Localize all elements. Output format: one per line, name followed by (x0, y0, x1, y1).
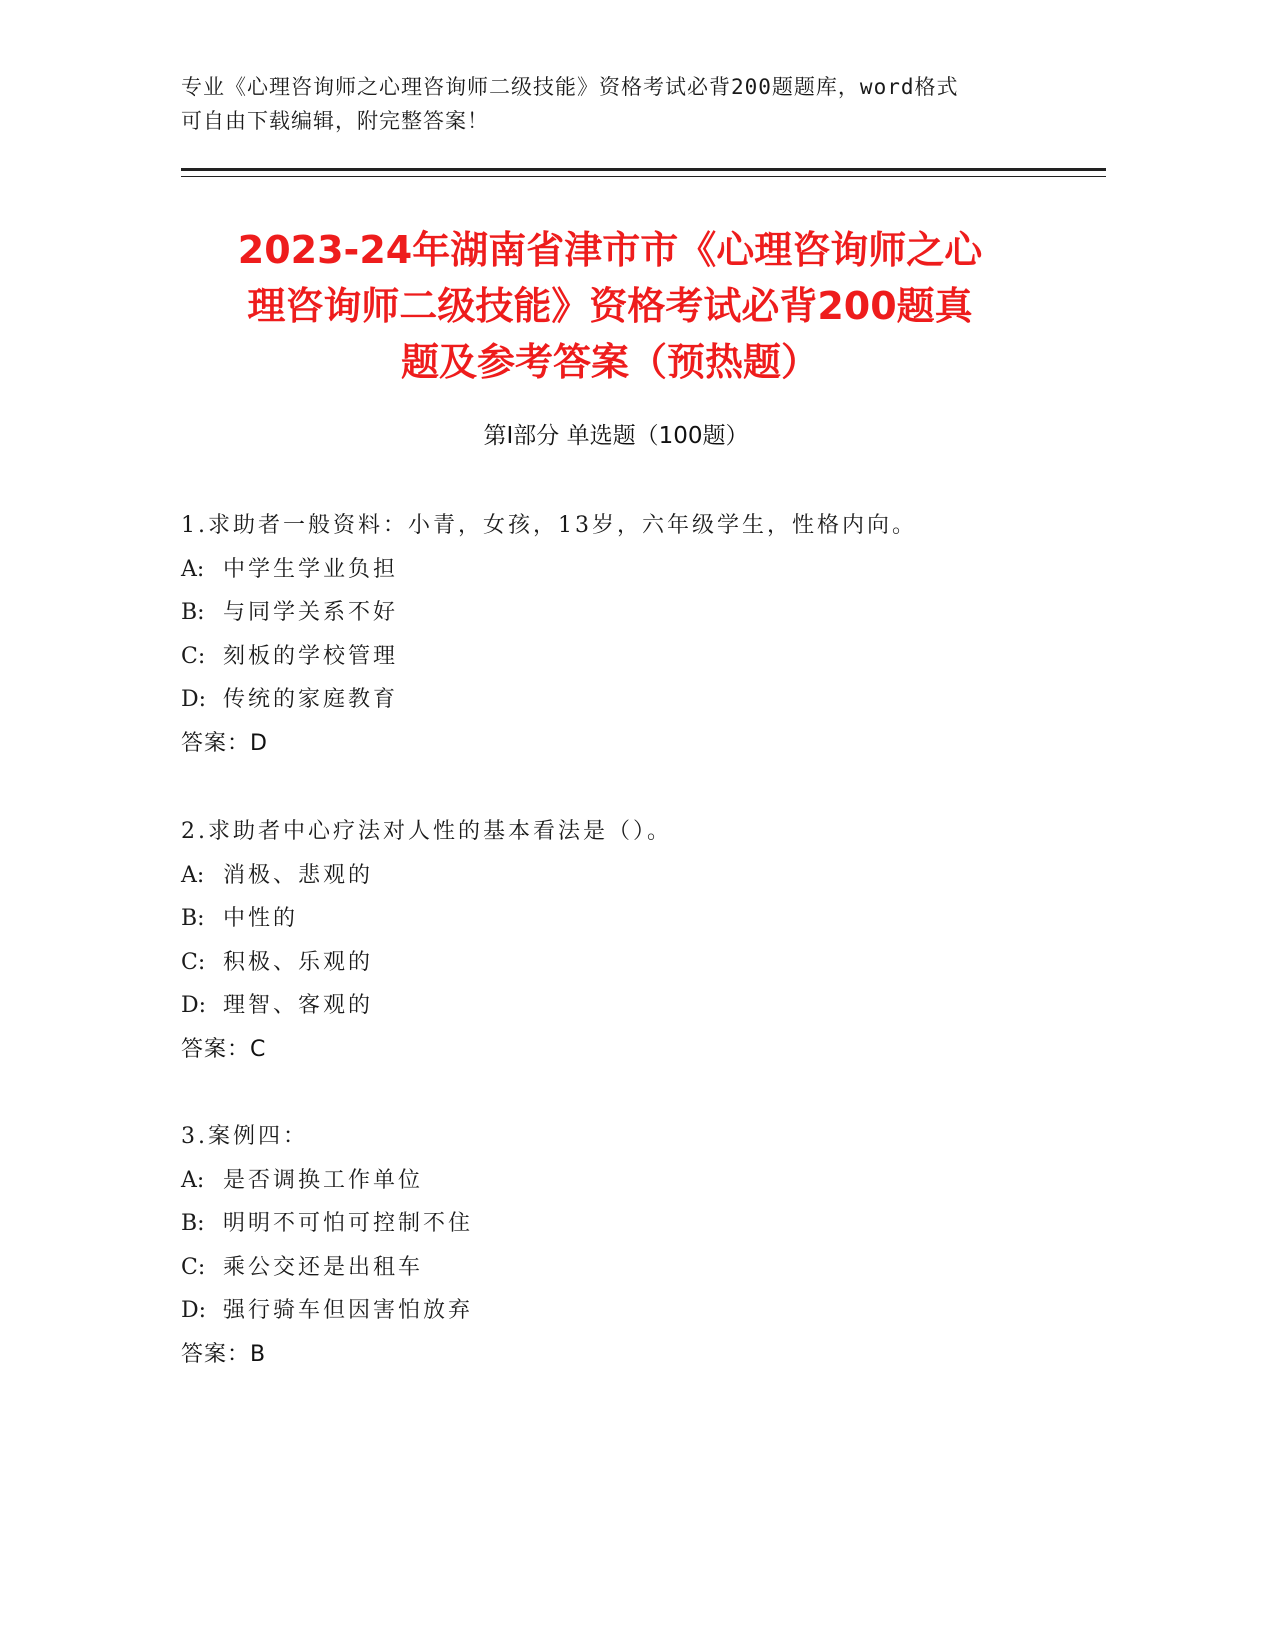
option-c (181, 1246, 1081, 1290)
option-text: 传统的家庭教育 (223, 687, 399, 712)
option-b (181, 591, 1081, 635)
option-text: 是否调换工作单位 (223, 1167, 424, 1193)
document-intro (181, 70, 1031, 138)
intro-line-1: 专业《心理咨询师之心理咨询师二级技能》资格考试必背200题题库，word格式 (181, 75, 959, 99)
option-letter: B: (181, 1211, 205, 1236)
option-c (181, 941, 1081, 985)
option-letter: A: (181, 556, 205, 582)
option-letter: A: (181, 1167, 205, 1193)
option-b (181, 1202, 1081, 1246)
option-text: 乘公交还是出租车 (223, 1254, 424, 1280)
question-3 (181, 1115, 1081, 1376)
option-d (181, 1289, 1081, 1333)
option-letter: C: (181, 643, 206, 669)
title-line-3: 题及参考答案（预热题） (400, 340, 819, 384)
question-stem: 2.求助者中心疗法对人性的基本看法是（）。 (181, 819, 672, 844)
option-b (181, 897, 1081, 941)
answer-key: 答案：C (181, 1036, 267, 1062)
answer-key: 答案：D (181, 730, 268, 756)
option-text: 中性的 (223, 906, 299, 931)
option-text: 明明不可怕可控制不住 (223, 1211, 474, 1236)
option-letter: D: (181, 687, 207, 712)
option-d (181, 984, 1081, 1028)
option-text: 与同学关系不好 (223, 600, 399, 625)
title-line-2: 理咨询师二级技能》资格考试必背200题真 (247, 284, 973, 328)
option-text: 理智、客观的 (223, 993, 374, 1018)
option-text: 中学生学业负担 (223, 556, 399, 582)
document-title (160, 222, 1060, 390)
option-text: 消极、悲观的 (223, 862, 374, 888)
option-letter: C: (181, 949, 206, 975)
option-letter: B: (181, 600, 205, 625)
option-text: 积极、乐观的 (223, 949, 374, 975)
section-heading: 第Ⅰ部分 单选题（100题） (483, 423, 749, 449)
answer-key: 答案：B (181, 1341, 267, 1367)
header-divider-thin (181, 176, 1106, 177)
option-a (181, 854, 1081, 898)
option-c (181, 635, 1081, 679)
intro-line-2: 可自由下载编辑，附完整答案！ (181, 109, 489, 133)
title-line-1: 2023-24年湖南省津市市《心理咨询师之心 (237, 228, 983, 272)
question-1 (181, 504, 1081, 765)
option-letter: B: (181, 906, 205, 931)
option-letter: C: (181, 1254, 206, 1280)
option-text: 刻板的学校管理 (223, 643, 399, 669)
question-stem: 1.求助者一般资料：小青，女孩，13岁，六年级学生，性格内向。 (181, 513, 917, 538)
header-divider-thick (181, 168, 1106, 171)
option-a (181, 1159, 1081, 1203)
option-letter: A: (181, 862, 205, 888)
option-letter: D: (181, 993, 207, 1018)
question-2 (181, 810, 1081, 1071)
option-letter: D: (181, 1298, 207, 1323)
option-text: 强行骑车但因害怕放弃 (223, 1298, 474, 1323)
option-d (181, 678, 1081, 722)
question-stem: 3.案例四： (181, 1124, 308, 1149)
option-a (181, 548, 1081, 592)
